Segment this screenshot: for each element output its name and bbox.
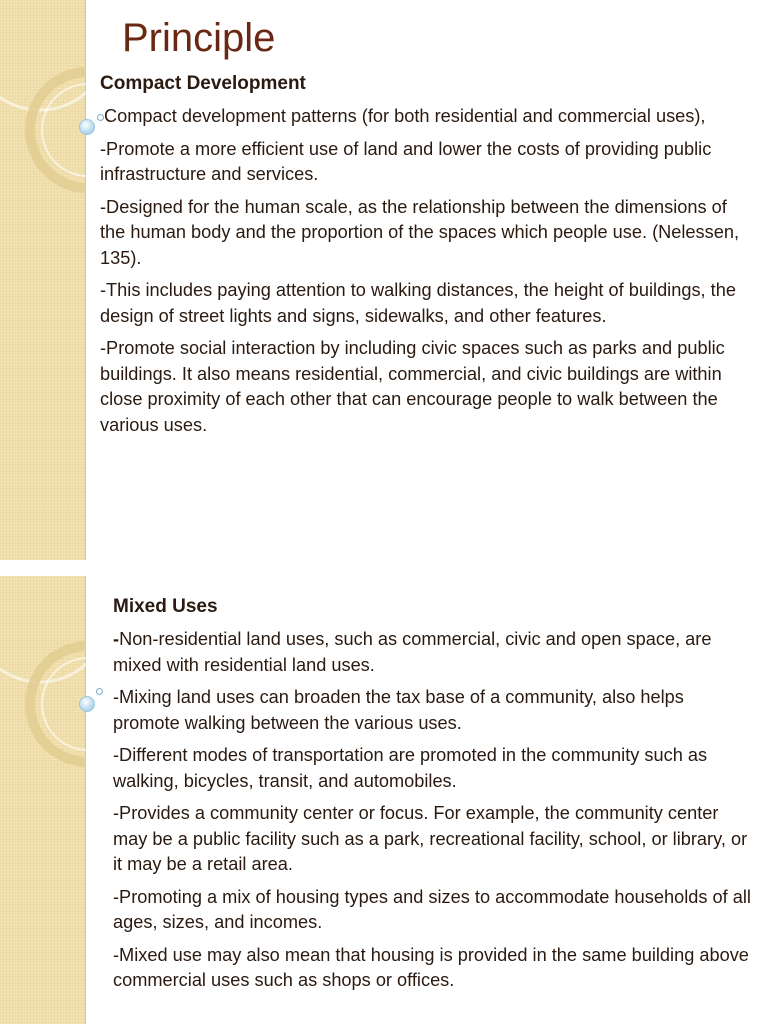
- paragraph: -Provides a community center or focus. For example, the community center may be a public facility such as a park, recreational facility, school, or library, or it may be a retail area.: [113, 803, 748, 874]
- paragraph: [113, 627, 753, 678]
- paragraph: -Promoting a mix of housing types and sizes to accommodate households of all ages, sizes, and incomes.: [113, 886, 751, 932]
- paragraph-text: Non-residential land uses, such as commercial, civic and open space, are mixed with residential land uses.: [113, 629, 712, 675]
- paragraph: -This includes paying attention to walking distances, the height of buildings, the design of street lights and signs, sidewalks, and other features.: [100, 280, 736, 326]
- decorative-rings-graphic: [0, 576, 86, 1024]
- paragraph: Compact development patterns (for both residential and commercial uses),: [104, 106, 706, 126]
- mixed-uses-content: [113, 627, 753, 1001]
- bullet-orb-icon: [79, 119, 95, 135]
- paragraph: -Promote social interaction by including civic spaces such as parks and public buildings. It also means residential, commercial, and civic buildings are within close proximity of each other that can encourage people to walk between the various uses.: [100, 338, 725, 435]
- page-title: Principle: [122, 16, 276, 60]
- paragraph: -Promote a more efficient use of land and lower the costs of providing public infrastructure and services.: [100, 138, 712, 184]
- section-heading-compact-development: Compact Development: [100, 73, 306, 94]
- paragraph: -Mixing land uses can broaden the tax base of a community, also helps promote walking between the various uses.: [113, 687, 684, 733]
- bullet-orb-icon: [79, 696, 95, 712]
- bullet-ring-icon: [96, 688, 103, 695]
- decorative-rings-graphic: [0, 0, 86, 560]
- decorative-side-band: [0, 0, 86, 560]
- bold-dash: -: [113, 629, 120, 649]
- compact-development-content: [100, 104, 750, 445]
- paragraph: -Different modes of transportation are promoted in the community such as walking, bicycles, transit, and automobiles.: [113, 745, 708, 791]
- slide-mixed-uses: [0, 576, 768, 1024]
- section-heading-mixed-uses: Mixed Uses: [113, 596, 218, 617]
- paragraph: -Mixed use may also mean that housing is provided in the same building above commercial uses such as shops or offices.: [113, 944, 749, 990]
- paragraph: -Designed for the human scale, as the relationship between the dimensions of the human body and the proportion of the spaces which people use. (Nelessen, 135).: [100, 196, 739, 268]
- slide-gap: [0, 560, 768, 576]
- decorative-side-band: [0, 576, 86, 1024]
